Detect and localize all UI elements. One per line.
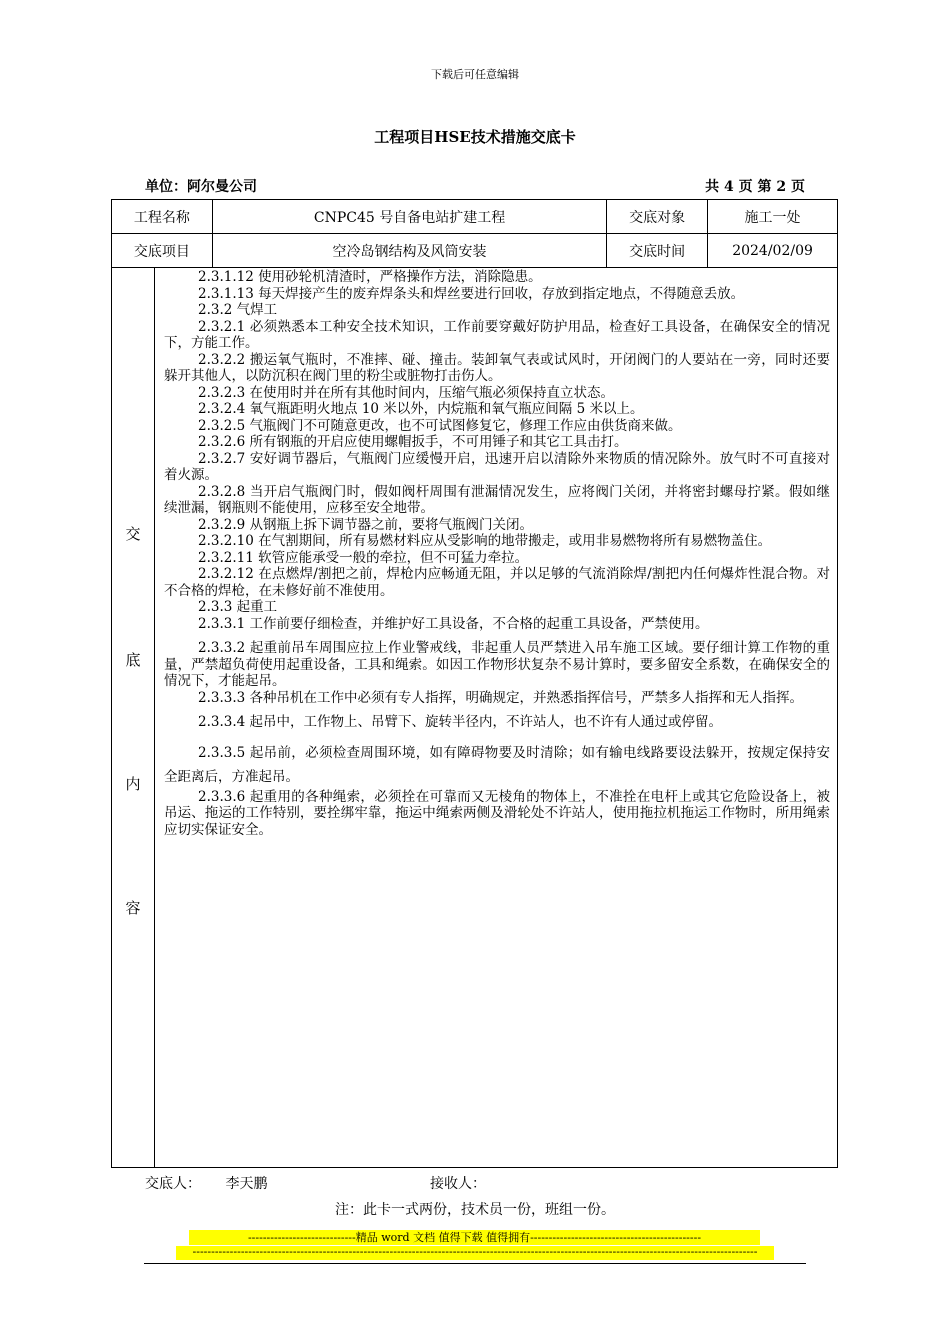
content-vertical-label [112,267,155,1167]
paragraph: 2.3.2.9 从钢瓶上拆下调节器之前，要将气瓶阀门关闭。 [198,516,534,533]
paragraph: 2.3.3.5 起吊前，必须检查周围环境，如有障碍物要及时清除；如有输电线路要设法躲开，按规定保持安全距离后，方准起吊。 [164,744,830,785]
receiver-label: 接收人： [430,1176,486,1192]
item-label: 交底项目 [112,234,213,268]
paragraph: 2.3.2.11 软管应能承受一般的牵拉，但不可猛力牵拉。 [198,549,529,566]
paragraph: 2.3.3.3 各种吊机在工作中必须有专人指挥，明确规定，并熟悉指挥信号，严禁多人指挥和无人指挥。 [198,689,804,706]
download-banner-line: -------------------------------------------------------------------------------------------------------------------------------------------------------- [176,1246,774,1260]
content-box [111,267,838,1168]
paragraph: 2.3.1.12 使用砂轮机清渣时，严格操作方法，消除隐患。 [198,269,542,285]
content-text [164,269,830,838]
paragraph: 2.3.3.2 起重前吊车周围应拉上作业警戒线，非起重人员严禁进入吊车施工区域。要仔细计算工作物的重量，严禁超负荷使用起重设备，工具和绳索。如因工作物形状复杂不易计算时，要多留安全系数，在确保安全的情况下，才能起吊。 [164,640,830,689]
paragraph: 2.3.2.8 当开启气瓶阀门时，假如阀杆周围有泄漏情况发生，应将阀门关闭，并将密封螺母拧紧。假如继续泄漏，钢瓶则不能使用，应移至安全地带。 [164,483,830,516]
project-name-label: 工程名称 [112,200,213,234]
footer-note: 注：此卡一式两份，技术员一份，班组一份。 [335,1202,615,1218]
download-banner: -----------------------------精品 word 文档 值得下载 值得拥有---------------------------------------------- [189,1230,760,1245]
content-label-char: 内 [125,775,141,793]
page-title: 工程项目HSE技术措施交底卡 [374,128,576,146]
paragraph: 2.3.3.1 工作前要仔细检查，并维护好工具设备，不合格的起重工具设备，严禁使用。 [198,615,709,632]
section-heading: 2.3.3 起重工 [198,599,278,615]
content-label-char: 容 [125,899,141,917]
paragraph: 2.3.1.13 每天焊接产生的废弃焊条头和焊丝要进行回收，存放到指定地点，不得随意丢放。 [198,285,745,302]
time: 2024/02/09 [708,234,838,268]
paragraph: 2.3.3.6 起重用的各种绳索，必须拴在可靠而又无棱角的物体上，不准拴在电杆上或其它危险设备上，被吊运、拖运的工作特别，要拴绑牢靠，拖运中绳索两侧及滑轮处不许站人，使用拖拉机拖运工作物时，所用绳索应切实保证安全。 [164,788,830,838]
target: 施工一处 [708,200,838,234]
paragraph: 2.3.2.1 必须熟悉本工种安全技术知识，工作前要穿戴好防护用品，检查好工具设备，在确保安全的情况下，方能工作。 [164,318,830,351]
item: 空冷岛钢结构及风筒安装 [212,234,606,268]
target-label: 交底对象 [607,200,708,234]
content-label-char: 交 [125,525,141,543]
unit-row [145,176,805,196]
unit-label: 单位：阿尔曼公司 [145,179,257,195]
project-name: CNPC45 号自备电站扩建工程 [212,200,606,234]
paragraph: 2.3.3.4 起吊中，工作物上、吊臂下、旋转半径内，不许站人，也不许有人通过或停留。 [198,714,723,730]
paragraph: 2.3.2.3 在使用时并在所有其他时间内，压缩气瓶必须保持直立状态。 [198,384,615,401]
paragraph: 2.3.2.2 搬运氧气瓶时，不准摔、碰、撞击。装卸氧气表或试风时，开闭阀门的人要站在一旁，同时还要躲开其他人，以防沉积在阀门里的粉尘或脏物打击伤人。 [164,351,830,384]
paragraph: 2.3.2.10 在气割期间，所有易燃材料应从受影响的地带搬走，或用非易燃物将所有易燃物盖住。 [198,533,772,549]
section-heading: 2.3.2 气焊工 [198,302,278,318]
divider [144,1263,806,1264]
paragraph: 2.3.2.12 在点燃焊/割把之前，焊枪内应畅通无阻，并以足够的气流消除焊/割把内任何爆炸性混合物。对不合格的焊枪，在未修好前不准使用。 [164,566,830,599]
header-row-2 [112,234,838,268]
header-table [111,199,838,268]
paragraph: 2.3.2.7 安好调节器后，气瓶阀门应缓慢开启，迅速开启以清除外来物质的情况除外。放气时不可直接对着火源。 [164,450,830,483]
giver-label: 交底人： [145,1176,201,1192]
top-note: 下载后可任意编辑 [431,68,519,81]
paragraph: 2.3.2.4 氧气瓶距明火地点 10 米以外，内烷瓶和氧气瓶应间隔 5 米以上。 [198,401,644,417]
header-row-1 [112,200,838,234]
time-label: 交底时间 [607,234,708,268]
page-count: 共 4 页 第 2 页 [705,179,805,195]
content-label-char: 底 [125,651,141,669]
giver-name: 李天鹏 [225,1176,268,1192]
paragraph: 2.3.2.6 所有钢瓶的开启应使用螺帽扳手，不可用锤子和其它工具击打。 [198,434,628,450]
paragraph: 2.3.2.5 气瓶阀门不可随意更改，也不可试图修复它，修理工作应由供货商来做。 [198,417,682,434]
signature-row [145,1173,845,1193]
